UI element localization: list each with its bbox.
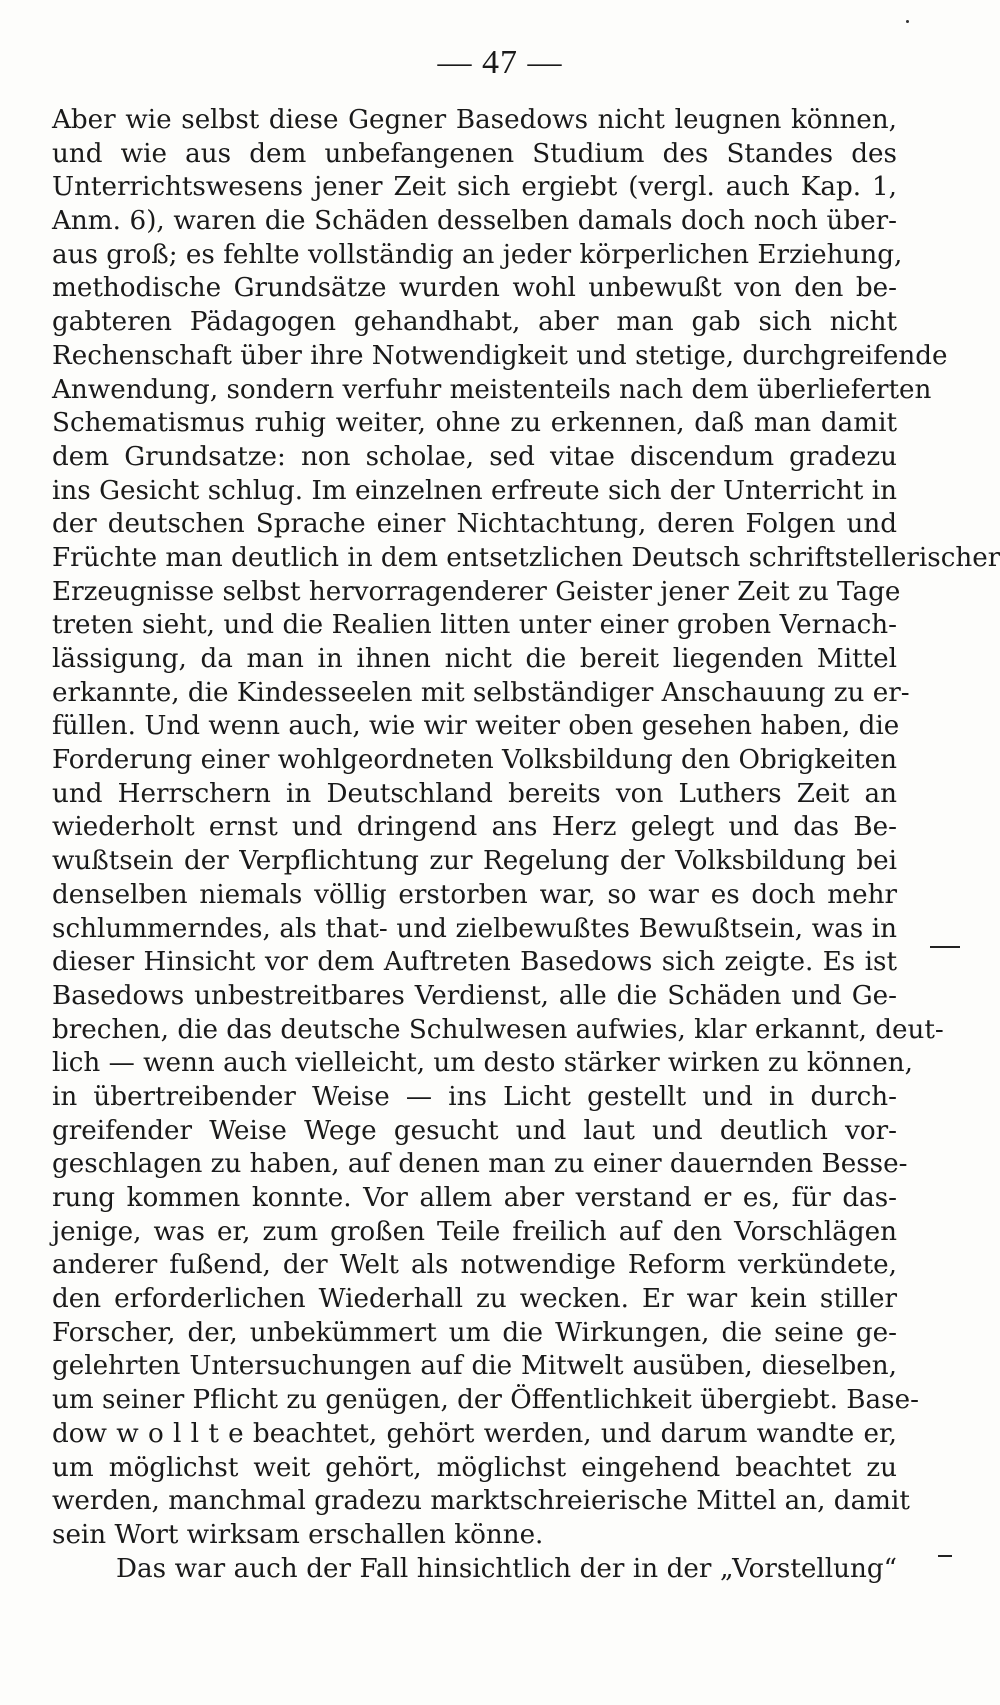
text-line: lich — wenn auch vielleicht, um desto stärker wirken zu können, — [52, 1048, 913, 1079]
text-line: in übertreibender Weise — ins Licht gestellt und in durch- — [52, 1081, 897, 1112]
text-line: methodische Grundsätze wurden wohl unbewußt von den be- — [52, 273, 897, 304]
text-line: wiederholt ernst und dringend ans Herz gelegt und das Be- — [52, 812, 897, 843]
text-line: werden, manchmal gradezu marktschreierische Mittel an, damit — [52, 1486, 910, 1517]
text-line: rung kommen konnte. Vor allem aber verstand er es, für das- — [52, 1183, 897, 1213]
text-line: schlummerndes, als that- und zielbewußtes Bewußtsein, was in — [52, 913, 897, 944]
text-line: Anm. 6), waren die Schäden desselben damals doch noch über- — [52, 206, 897, 237]
text-line: und Herrschern in Deutschland bereits von Luthers Zeit an — [52, 778, 897, 809]
text-line: Schematismus ruhig weiter, ohne zu erkennen, daß man damit — [52, 408, 897, 439]
text-line: gelehrten Untersuchungen auf die Mitwelt ausüben, dieselben, — [52, 1351, 897, 1382]
text-line: dem Grundsatze: non scholae, sed vitae discendum gradezu — [52, 441, 897, 472]
text-line: anderer fußend, der Welt als notwendige Reform verkündete, — [52, 1250, 897, 1281]
text-line: aus groß; es fehlte vollständig an jeder körperlichen Erziehung, — [52, 239, 903, 270]
page-number: — 47 — — [437, 44, 563, 81]
text-line: Das war auch der Fall hinsichtlich der in der „Vorstellung“ — [116, 1553, 897, 1584]
text-line: Früchte man deutlich in dem entsetzlichen Deutsch schriftstellerischer — [52, 542, 1000, 573]
text-line: lässigung, da man in ihnen nicht die bereit liegenden Mittel — [52, 644, 897, 674]
text-line: dieser Hinsicht vor dem Auftreten Basedows sich zeigte. Es ist — [52, 947, 897, 978]
text-line: füllen. Und wenn auch, wie wir weiter oben gesehen haben, die — [52, 711, 900, 742]
text-line: Unterrichtswesens jener Zeit sich ergiebt (vergl. auch Kap. 1, — [52, 172, 897, 203]
text-line: der deutschen Sprache einer Nichtachtung, deren Folgen und — [52, 509, 897, 540]
text-line: Rechenschaft über ihre Notwendigkeit und stetige, durchgreifende — [52, 340, 948, 371]
text-line: denselben niemals völlig erstorben war, so war es doch mehr — [52, 879, 897, 910]
text-line: brechen, die das deutsche Schulwesen aufwies, klar erkannt, deut- — [52, 1014, 944, 1045]
text-line: dow w o l l t e beachtet, gehört werden, und darum wandte er, — [52, 1418, 897, 1449]
text-line: geschlagen zu haben, auf denen man zu einer dauernden Besse- — [52, 1149, 908, 1180]
text-line: Anwendung, sondern verfuhr meistenteils nach dem überlieferten — [52, 374, 932, 405]
margin-mark — [938, 1555, 952, 1557]
edge-speck — [906, 20, 909, 23]
text-line: wußtsein der Verpflichtung zur Regelung der Volksbildung bei — [52, 846, 897, 877]
text-line: um möglichst weit gehört, möglichst eingehend beachtet zu — [52, 1452, 897, 1483]
text-line: den erforderlichen Wiederhall zu wecken. Er war kein stiller — [52, 1284, 897, 1315]
body-text — [52, 104, 1000, 1586]
text-line: Basedows unbestreitbares Verdienst, alle die Schäden und Ge- — [52, 980, 897, 1011]
text-line: greifender Weise Wege gesucht und laut und deutlich vor- — [52, 1115, 897, 1146]
text-line: Forscher, der, unbekümmert um die Wirkungen, die seine ge- — [52, 1317, 897, 1348]
text-line: um seiner Pflicht zu genügen, der Öffentlichkeit übergiebt. Base- — [52, 1385, 919, 1416]
text-line: Forderung einer wohlgeordneten Volksbildung den Obrigkeiten — [52, 745, 898, 776]
text-line: treten sieht, und die Realien litten unter einer groben Vernach- — [52, 610, 897, 641]
text-line: und wie aus dem unbefangenen Studium des Standes des — [52, 138, 897, 169]
margin-mark — [930, 946, 960, 948]
text-line: ins Gesicht schlug. Im einzelnen erfreute sich der Unterricht in — [52, 475, 897, 506]
text-line: Erzeugnisse selbst hervorragenderer Geister jener Zeit zu Tage — [52, 576, 901, 607]
text-line: erkannte, die Kindesseelen mit selbständiger Anschauung zu er- — [52, 677, 910, 708]
text-line: Aber wie selbst diese Gegner Basedows nicht leugnen können, — [52, 105, 897, 135]
text-line: jenige, was er, zum großen Teile freilich auf den Vorschlägen — [52, 1216, 897, 1247]
text-line: gabteren Pädagogen gehandhabt, aber man gab sich nicht — [52, 307, 897, 338]
text-line: sein Wort wirksam erschallen könne. — [52, 1519, 544, 1550]
